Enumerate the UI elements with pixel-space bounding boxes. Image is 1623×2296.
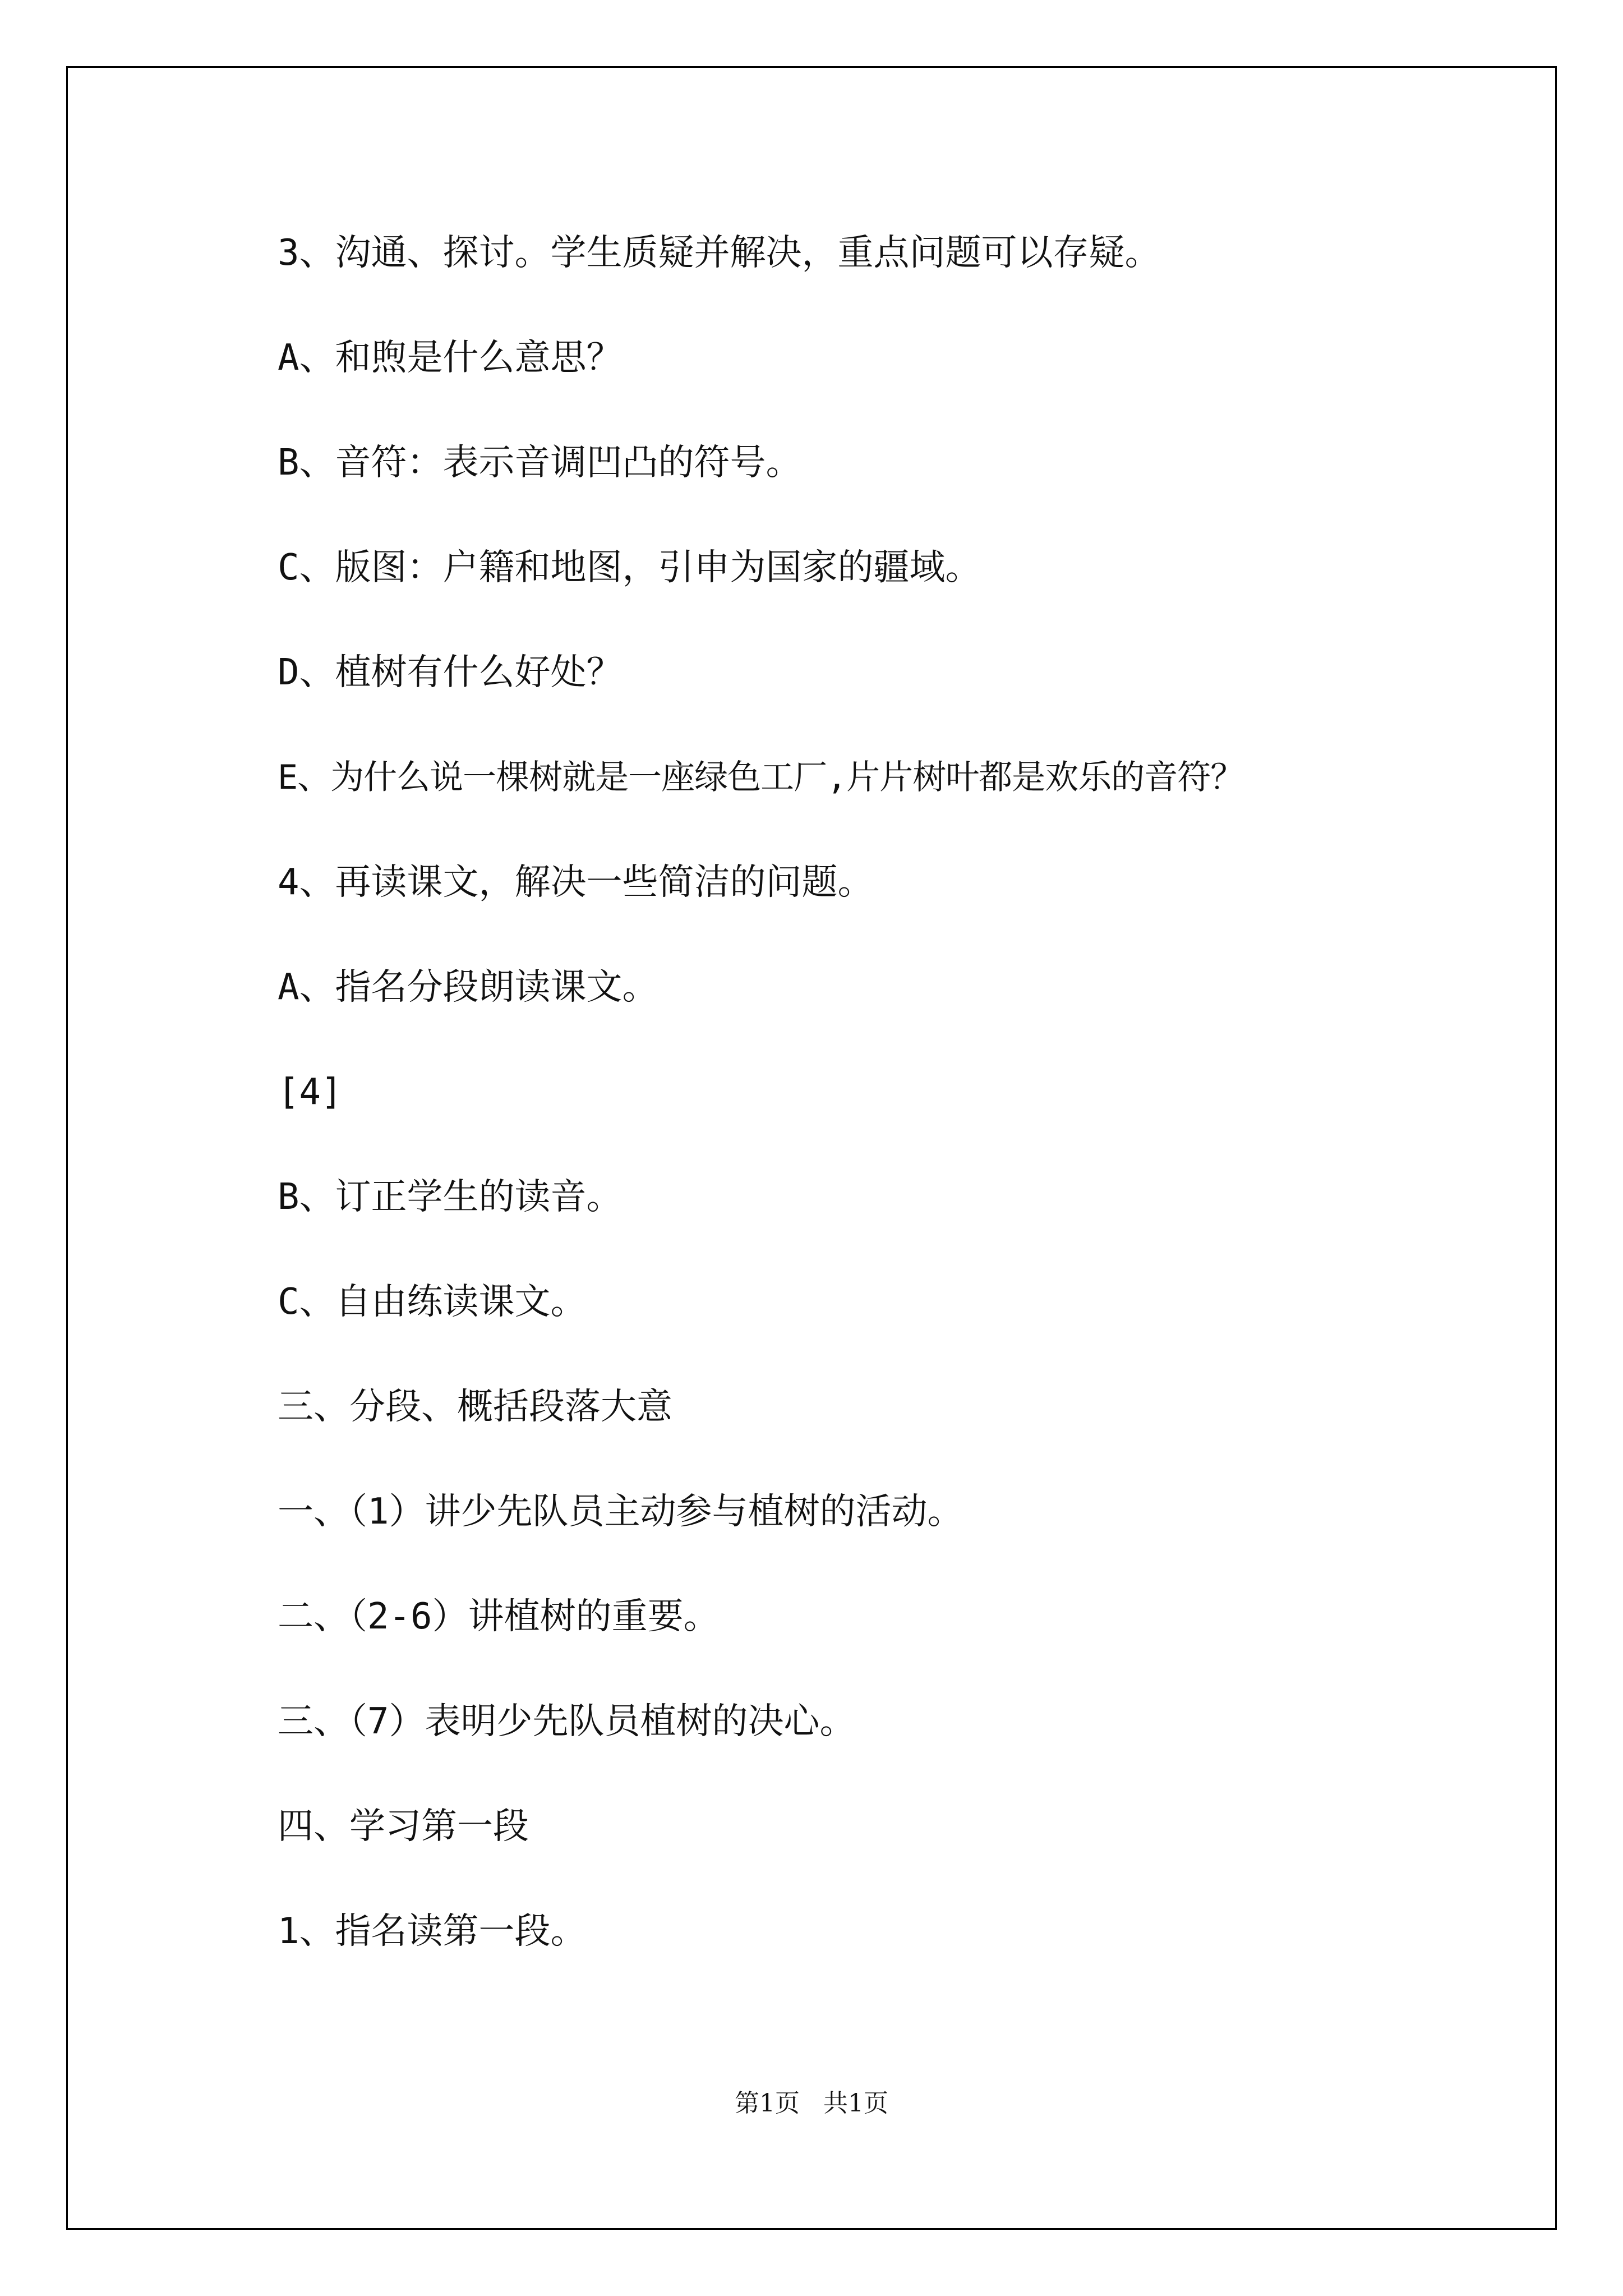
text-line-11: C、自由练读课文。 — [278, 1281, 587, 1323]
text-line-9: [4] — [278, 1071, 343, 1113]
text-line-1: 3、沟通、探讨。学生质疑并解决，重点问题可以存疑。 — [278, 232, 1161, 274]
text-line-4: C、版图：户籍和地图，引申为国家的疆域。 — [278, 547, 981, 588]
text-line-15: 三、（7）表明少先队员植树的决心。 — [278, 1701, 856, 1742]
text-line-2: A、和煦是什么意思？ — [278, 337, 623, 379]
text-line-8: A、指名分段朗读课文。 — [278, 967, 658, 1008]
text-line-17: 1、指名读第一段。 — [278, 1911, 587, 1952]
text-line-16: 四、学习第一段 — [278, 1806, 529, 1847]
text-line-10: B、订正学生的读音。 — [278, 1176, 623, 1218]
text-line-12: 三、分段、概括段落大意 — [278, 1386, 672, 1428]
text-line-6: E、为什么说一棵树就是一座绿色工厂,片片树叶都是欢乐的音符？ — [278, 758, 1244, 797]
text-line-13: 一、（1）讲少先队员主动参与植树的活动。 — [278, 1491, 963, 1533]
text-line-5: D、植树有什么好处？ — [278, 652, 623, 693]
text-line-14: 二、（2-6）讲植树的重要。 — [278, 1596, 720, 1637]
text-line-7: 4、再读课文，解决一些简洁的问题。 — [278, 862, 874, 903]
text-line-3: B、音符：表示音调凹凸的符号。 — [278, 442, 802, 484]
page-indicator: 第1页 共1页 — [735, 2089, 888, 2118]
